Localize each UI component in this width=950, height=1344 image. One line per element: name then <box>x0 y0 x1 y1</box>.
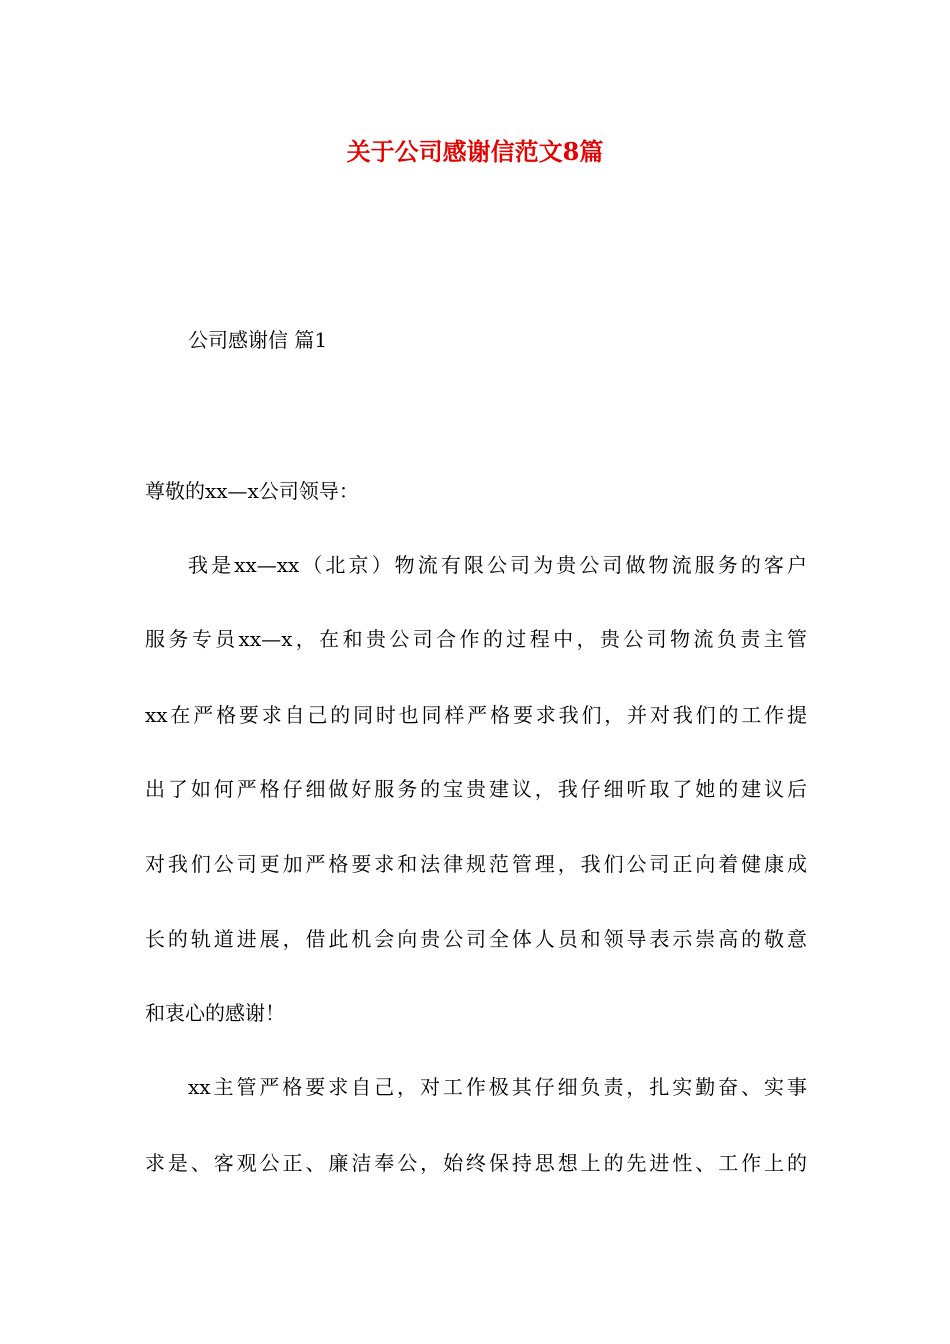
paragraph-1-line-4: 出了如何严格仔细做好服务的宝贵建议，我仔细听取了她的建议后 <box>145 777 807 801</box>
document-title: 关于公司感谢信范文8篇 <box>346 137 604 166</box>
section-heading: 公司感谢信 篇1 <box>188 328 328 352</box>
paragraph-1-line-3: xx在严格要求自己的同时也同样严格要求我们，并对我们的工作提 <box>145 703 807 727</box>
paragraph-1-line-6: 长的轨道进展，借此机会向贵公司全体人员和领导表示崇高的敬意 <box>145 927 807 951</box>
paragraph-1-line-7: 和衷心的感谢！ <box>145 1001 285 1025</box>
paragraph-2-line-2: 求是、客观公正、廉洁奉公，始终保持思想上的先进性、工作上的 <box>145 1151 807 1175</box>
paragraph-2-line-1: xx主管严格要求自己，对工作极其仔细负责，扎实勤奋、实事 <box>188 1075 807 1099</box>
paragraph-1-line-1: 我是xx—xx（北京）物流有限公司为贵公司做物流服务的客户 <box>188 553 807 577</box>
paragraph-1-line-5: 对我们公司更加严格要求和法律规范管理，我们公司正向着健康成 <box>145 852 807 876</box>
paragraph-1-line-2: 服务专员xx—x，在和贵公司合作的过程中，贵公司物流负责主管 <box>145 627 807 651</box>
salutation: 尊敬的xx—x公司领导： <box>145 479 359 503</box>
